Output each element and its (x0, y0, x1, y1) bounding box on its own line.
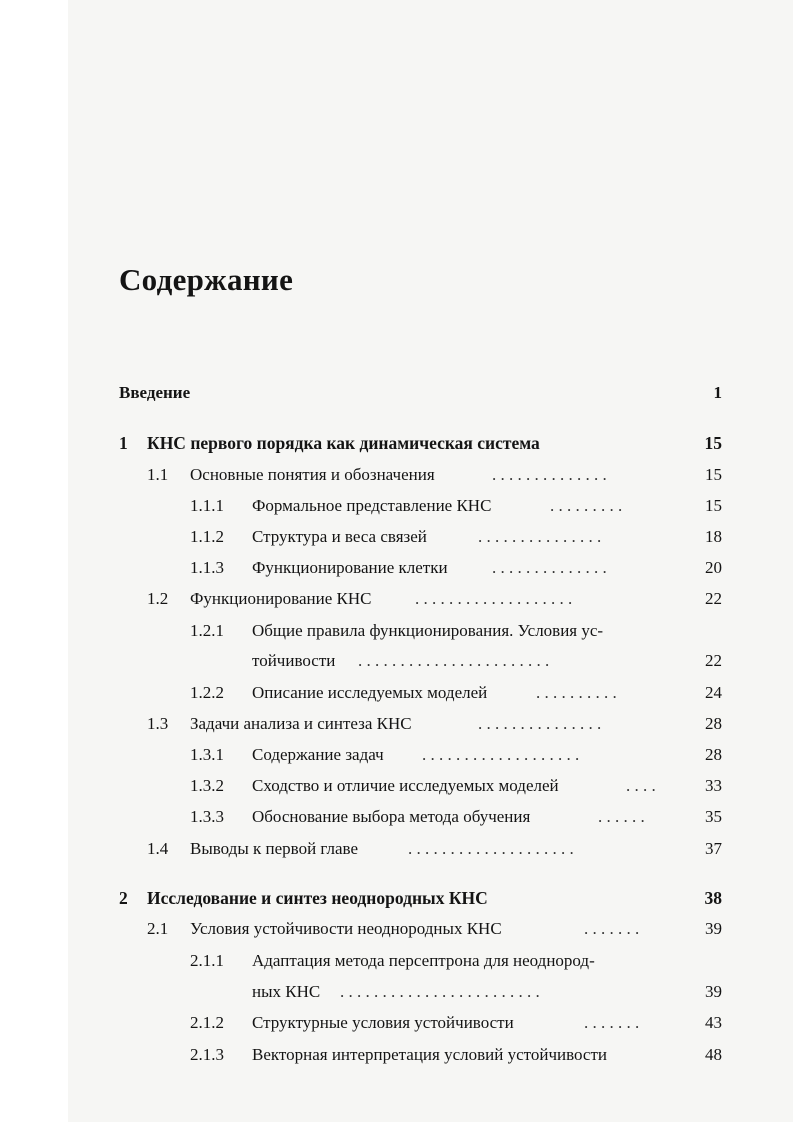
toc-subsection-title: Структурные условия устойчивости (252, 1013, 514, 1032)
toc-section-1-4 (0, 834, 793, 864)
toc-subsection-number: 1.1.2 (190, 527, 224, 546)
toc-entry-intro (0, 378, 793, 408)
toc-section-2-1 (0, 914, 793, 944)
toc-leader-dots: . . . . . . . . . . (536, 683, 617, 702)
toc-leader-dots: . . . . . . . . . (550, 496, 623, 515)
toc-section-title: Задачи анализа и синтеза КНС (190, 714, 412, 733)
toc-chapter-number: 1 (119, 433, 128, 453)
toc-section-number: 1.2 (147, 589, 169, 608)
toc-section-number: 2.1 (147, 919, 169, 938)
toc-subsection-title: Структура и веса связей (252, 527, 427, 546)
toc-subsection-2-1-1-continued (0, 977, 793, 1007)
toc-subsection-1-2-1-continued (0, 646, 793, 676)
toc-subsection-title-line2: ных КНС (252, 982, 321, 1001)
toc-leader-dots: . . . . . . . . . . . . . . (492, 558, 607, 577)
toc-page-number: 48 (705, 1045, 722, 1064)
toc-page-number: 20 (705, 558, 722, 577)
toc-chapter-title: Исследование и синтез неоднородных КНС (147, 888, 488, 908)
toc-entry-title: Введение (119, 383, 191, 402)
toc-page-number: 18 (705, 527, 722, 546)
toc-subsection-number: 2.1.2 (190, 1013, 224, 1032)
toc-page-number: 15 (704, 433, 722, 453)
toc-subsection-title: Сходство и отличие исследуемых моделей (252, 776, 559, 795)
toc-subsection-title: Векторная интерпретация условий устойчивости (252, 1045, 607, 1064)
toc-subsection-number: 1.1.1 (190, 496, 224, 515)
toc-subsection-title: Обоснование выбора метода обучения (252, 807, 531, 826)
toc-page-number: 22 (705, 589, 722, 608)
toc-subsection-1-3-3 (0, 802, 793, 832)
toc-section-1-3 (0, 709, 793, 739)
toc-section-number: 1.3 (147, 714, 169, 733)
toc-subsection-number: 2.1.1 (190, 951, 224, 970)
toc-section-1-2 (0, 584, 793, 614)
toc-page-number: 28 (705, 714, 722, 733)
toc-leader-dots: . . . . (626, 776, 656, 795)
toc-subsection-number: 1.2.2 (190, 683, 224, 702)
toc-subsection-number: 1.3.2 (190, 776, 224, 795)
toc-chapter-title: КНС первого порядка как динамическая система (147, 433, 540, 453)
toc-page-number: 38 (704, 888, 722, 908)
toc-subsection-2-1-3 (0, 1040, 793, 1070)
toc-subsection-2-1-2 (0, 1008, 793, 1038)
toc-subsection-number: 1.3.1 (190, 745, 224, 764)
toc-subsection-1-3-1 (0, 740, 793, 770)
toc-leader-dots: . . . . . . (598, 807, 645, 826)
toc-leader-dots: . . . . . . . . . . . . . . . . . . . . . . . (358, 651, 550, 670)
toc-subsection-title-line1: Адаптация метода персептрона для неоднород- (252, 951, 595, 970)
toc-page-number: 39 (705, 919, 722, 938)
toc-subsection-title: Содержание задач (252, 745, 384, 764)
toc-leader-dots: . . . . . . . . . . . . . . . . . . . . . . . . (340, 982, 540, 1001)
toc-page-number: 22 (705, 651, 722, 670)
toc-section-number: 1.1 (147, 465, 169, 484)
toc-subsection-number: 1.3.3 (190, 807, 224, 826)
toc-subsection-title: Функционирование клетки (252, 558, 448, 577)
toc-subsection-title: Формальное представление КНС (252, 496, 492, 515)
toc-subsection-1-1-1 (0, 491, 793, 521)
toc-chapter-1 (0, 428, 793, 458)
toc-subsection-title-line1: Общие правила функционирования. Условия ус- (252, 621, 604, 640)
toc-page-number: 43 (705, 1013, 722, 1032)
toc-section-title: Основные понятия и обозначения (190, 465, 435, 484)
toc-section-title: Выводы к первой главе (190, 839, 359, 858)
toc-leader-dots: . . . . . . . (584, 1013, 640, 1032)
toc-subsection-number: 1.1.3 (190, 558, 224, 577)
toc-subsection-1-2-2 (0, 678, 793, 708)
toc-subsection-2-1-1 (0, 946, 793, 976)
toc-subsection-title-line2: тойчивости (252, 651, 336, 670)
toc-chapter-number: 2 (119, 888, 128, 908)
toc-leader-dots: . . . . . . . . . . . . . . . (478, 527, 602, 546)
toc-subsection-title: Описание исследуемых моделей (252, 683, 488, 702)
toc-leader-dots: . . . . . . . . . . . . . . . . . . . . (408, 839, 574, 858)
toc-page-number: 28 (705, 745, 722, 764)
toc-leader-dots: . . . . . . . (584, 919, 640, 938)
toc-leader-dots: . . . . . . . . . . . . . . . . . . . (415, 589, 573, 608)
toc-page-number: 39 (705, 982, 722, 1001)
toc-section-1-1 (0, 460, 793, 490)
toc-chapter-2 (0, 883, 793, 913)
toc-subsection-1-1-2 (0, 522, 793, 552)
toc-page-number: 24 (705, 683, 722, 702)
page-title: Содержание (119, 262, 294, 297)
toc-page-number: 37 (705, 839, 722, 858)
toc-leader-dots: . . . . . . . . . . . . . . . (478, 714, 602, 733)
toc-subsection-number: 2.1.3 (190, 1045, 224, 1064)
toc-leader-dots: . . . . . . . . . . . . . . . . . . . (422, 745, 580, 764)
toc-page-number: 33 (705, 776, 722, 795)
toc-page-number: 15 (705, 496, 722, 515)
toc-subsection-number: 1.2.1 (190, 621, 224, 640)
toc-subsection-1-2-1 (0, 616, 793, 646)
toc-section-title: Функционирование КНС (190, 589, 372, 608)
toc-page-number: 15 (705, 465, 722, 484)
toc-leader-dots: . . . . . . . . . . . . . . (492, 465, 607, 484)
toc-page-number: 1 (713, 383, 722, 402)
toc-subsection-1-3-2 (0, 771, 793, 801)
toc-subsection-1-1-3 (0, 553, 793, 583)
toc-page-number: 35 (705, 807, 722, 826)
toc-section-number: 1.4 (147, 839, 169, 858)
toc-section-title: Условия устойчивости неоднородных КНС (190, 919, 502, 938)
